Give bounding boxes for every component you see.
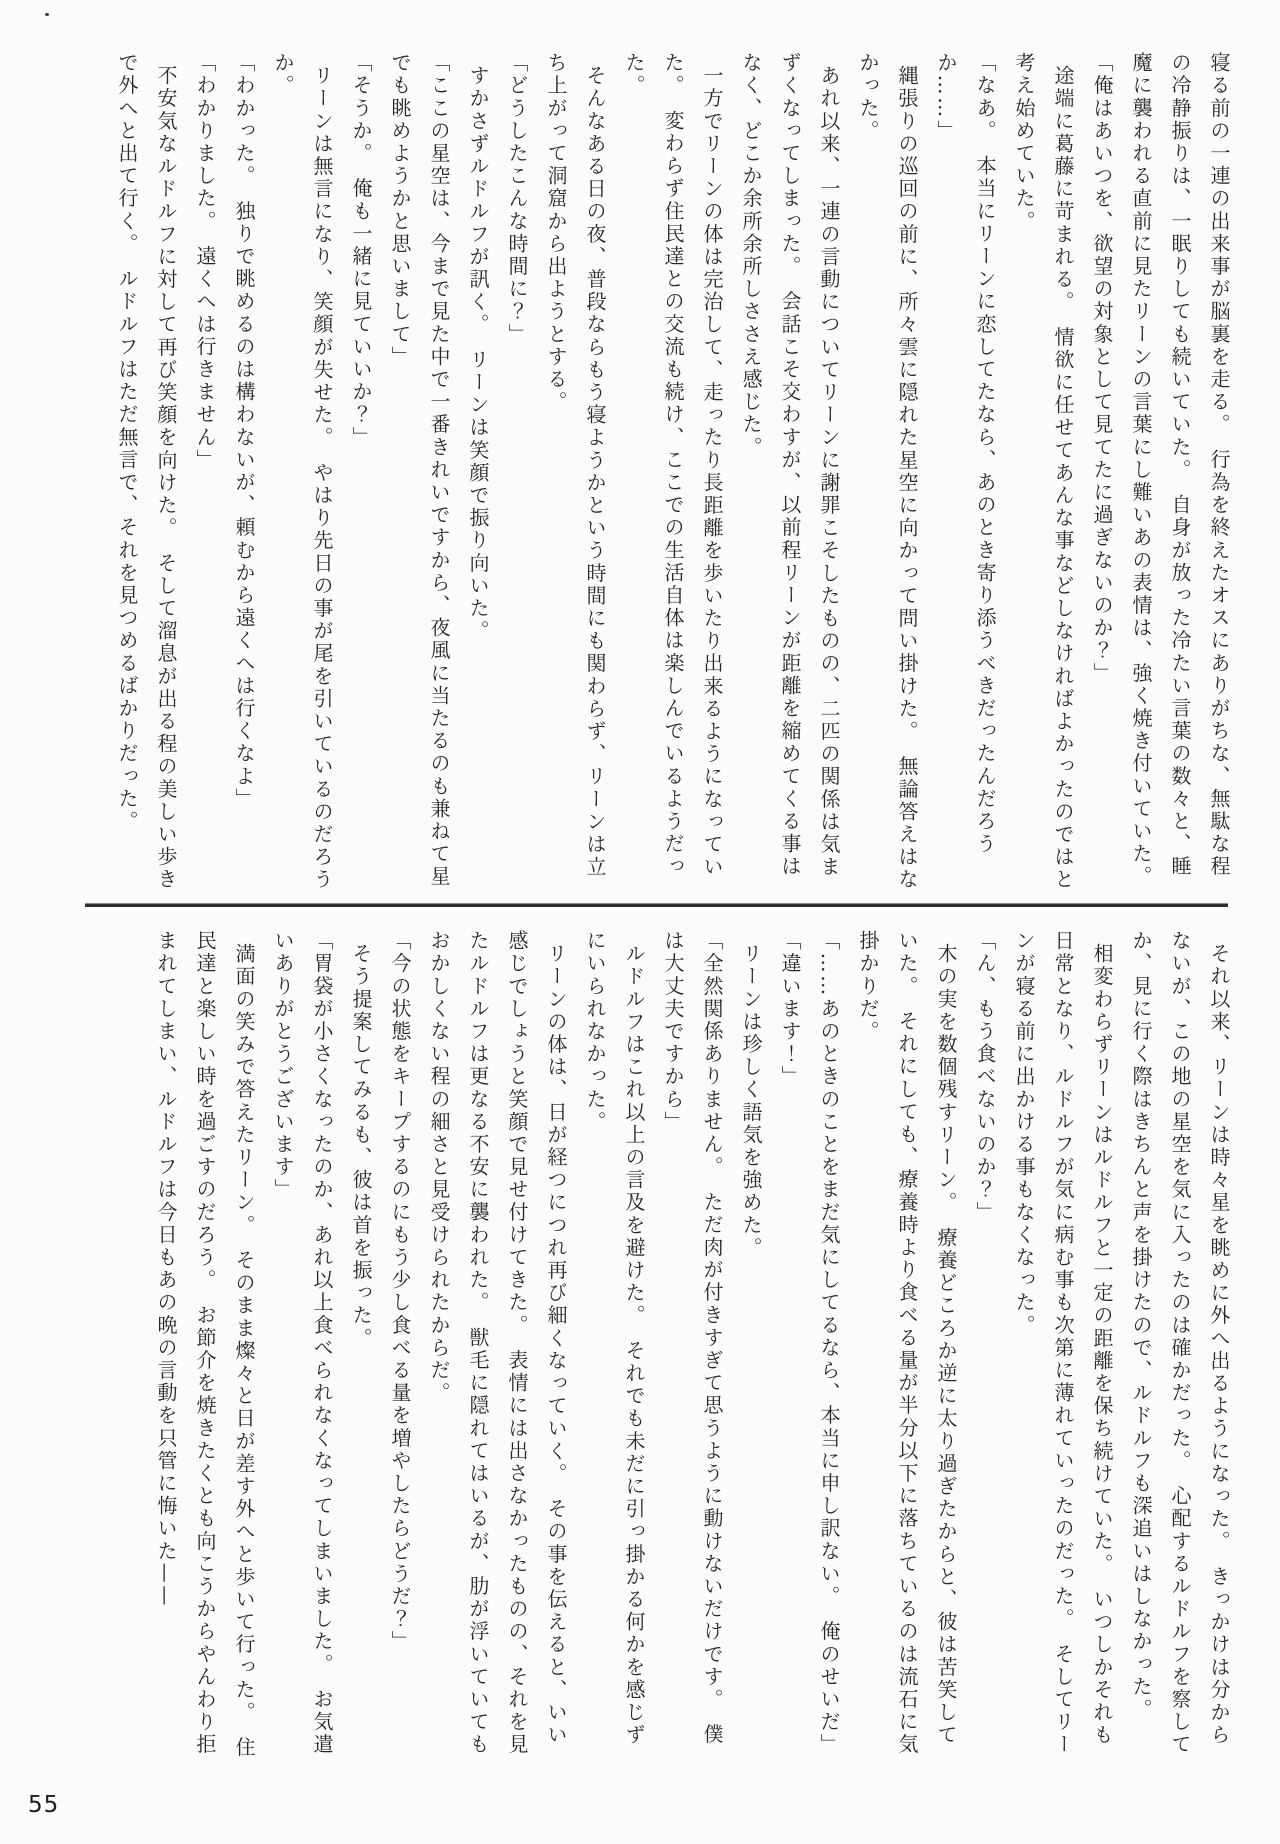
paragraph: 「そうか。 俺も一緒に見ていいか？」 — [349, 52, 373, 449]
paragraph: 途端に葛藤に苛まれる。 情欲に任せてあんな事などしなければよかったのではと考え始めていた。 — [1012, 52, 1075, 892]
paragraph: 木の実を数個残すリーン。 療養どころか逆に太り過ぎたからと、彼は苦笑していた。 それにしても、療養時より食べる量が半分以下に落ちているのは流石に気掛かりだ。 — [856, 930, 958, 1757]
paragraph: 「違います！」 — [778, 930, 802, 1089]
paragraph: 「わかった。 独りで眺めるのは構わないが、頼むから遠くへは行くなよ」 — [232, 52, 256, 811]
paragraph: あれ以来、一連の言動についてリーンに謝罪こそしたものの、二匹の関係は気まずくなってしまった。 会話こそ交わすが、以前程リーンが距離を縮めてくる事はなく、どこか余所余所しささえ感じた。 — [739, 52, 841, 879]
paragraph: 「今の状態をキープするのにもう少し食べる量を増やしたらどうだ？」 — [388, 930, 412, 1654]
paragraph: 「わかりました。 遠くへは行きません」 — [193, 52, 217, 472]
paragraph: 「全然関係ありません。 ただ肉が付きすぎて思うように動けないだけです。 僕は大丈夫ですから」 — [661, 930, 724, 1747]
paragraph: 不安気なルドルフに対して再び笑顔を向けた。 そして溜息が出る程の美しい歩きで外へと出て行く。 ルドルフはただ無言で、それを見つめるばかりだった。 — [115, 52, 178, 892]
section-divider — [85, 903, 1228, 907]
paragraph: 「ここの星空は、今まで見た中で一番きれいですから、夜風に当たるのも兼ねて星でも眺めようかと思いまして」 — [388, 52, 451, 889]
paragraph: リーンは無言になり、笑顔が失せた。 やはり先日の事が尾を引いているのだろうか。 — [271, 52, 334, 892]
paragraph: 「胃袋が小さくなったのか、あれ以上食べられなくなってしまいました。 お気遣いありがとうございます」 — [271, 930, 334, 1757]
paragraph: ルドルフはこれ以上の言及を避けた。 それでも未だに引っ掛かる何かを感じずにいられなかった。 — [583, 930, 646, 1747]
paragraph: 「ん、もう食べないのか？」 — [973, 930, 997, 1224]
paragraph: 一方でリーンの体は完治して、走ったり長距離を歩いたり出来るようになっていた。 変わらず住民達との交流も続け、ここでの生活自体は楽しんでいるようだった。 — [622, 52, 724, 879]
paragraph: 「どうしたこんな時間に？」 — [505, 52, 529, 346]
paragraph: リーンの体は、日が経つにつれ再び細くなっていく。 その事を伝えると、いい感じでしょうと笑顔で見せ付けてきた。 表情には出さなかったものの、それを見たルドルフは更なる不安に襲われた。 獣毛に隠れてはいるが、肋が浮いていてもおかしくない程の細さと見受けられたからだ。 — [427, 930, 568, 1757]
page-number: 55 — [28, 1792, 60, 1818]
text-block-bottom — [146, 930, 1238, 1766]
paragraph: 「なあ。 本当にリーンに恋してたなら、あのとき寄り添うべきだったんだろうか……」 — [934, 52, 997, 856]
paragraph: すかさずルドルフが訊く。 リーンは笑顔で振り向いた。 — [466, 65, 490, 643]
ink-speck — [45, 13, 49, 16]
paragraph: 「……あのときのことをまだ気にしてるなら、本当に申し訳ない。 俺のせいだ」 — [817, 930, 841, 1757]
paragraph: 相変わらずリーンはルドルフと一定の距離を保ち続けていた。 いつしかそれも日常となり、ルドルフが気に病む事も次第に薄れていったのだった。 そしてリーンが寝る前に出かける事もなくなった。 — [1012, 930, 1114, 1757]
text-block-top — [107, 52, 1238, 892]
paragraph: 縄張りの巡回の前に、所々雲に隠れた星空に向かって問い掛けた。 無論答えはなかった。 — [856, 52, 919, 892]
paragraph: 寝る前の一連の出来事が脳裏を走る。 行為を終えたオスにありがちな、無駄な程の冷静振りは、一眠りしても続いていた。 自身が放った冷たい言葉の数々と、睡魔に襲われる直前に見たリーンの言葉にし難いあの表情は、強く焼き付いていた。 — [1129, 52, 1231, 889]
paragraph: 満面の笑みで答えたリーン。 そのまま燦々と日が差す外へと歩いて行った。 住民達と楽しい時を過ごすのだろう。 お節介を焼きたくとも向こうからやんわり拒まれてしまい、ルドルフは今日もあの晩の言動を只管に悔いた—— — [154, 930, 256, 1760]
paragraph: 「俺はあいつを、欲望の対象として見てたに過ぎないのか？」 — [1090, 52, 1114, 685]
paragraph: それ以来、リーンは時々星を眺めに外へ出るようになった。 きっかけは分からないが、この地の星空を気に入ったのは確かだった。 心配するルドルフを察してか、見に行く際はきちんと声を掛けたので、ルドルフも深追いはしなかった。 — [1129, 930, 1231, 1757]
paragraph: そんなある日の夜、普段ならもう寝ようかという時間にも関わらず、リーンは立ち上がって洞窟から出ようとする。 — [544, 52, 607, 879]
paragraph: そう提案してみるも、彼は首を振った。 — [349, 943, 373, 1350]
paragraph: リーンは珍しく語気を強めた。 — [739, 943, 763, 1260]
